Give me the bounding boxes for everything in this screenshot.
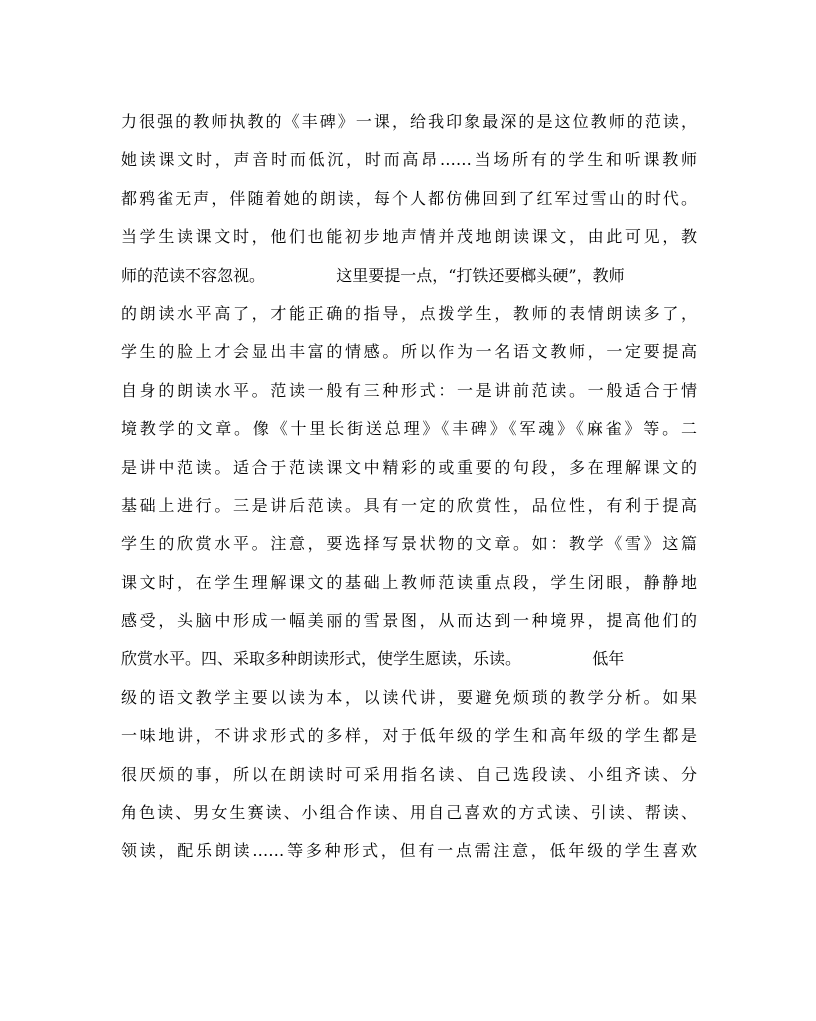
text-line-11: 基础上进行。三是讲后范读。具有一定的欣赏性，品位性，有利于提高 [121, 495, 697, 515]
text-line-9: 境教学的文章。像《十里长街送总理》《丰碑》《军魂》《麻雀》等。二 [121, 419, 697, 439]
text-line-17: 一味地讲，不讲求形式的多样，对于低年级的学生和高年级的学生都是 [121, 726, 697, 746]
text-line-15: 欣赏水平。四、采取多种朗读形式，使学生愿读，乐读。 低年 [121, 649, 625, 669]
text-line-6: 的朗读水平高了，才能正确的指导，点拨学生，教师的表情朗读多了， [121, 303, 697, 323]
text-line-20: 领读，配乐朗读……等多种形式，但有一点需注意，低年级的学生喜欢 [121, 841, 697, 861]
text-line-10: 是讲中范读。适合于范读课文中精彩的或重要的句段，多在理解课文的 [121, 457, 697, 477]
text-line-3: 都鸦雀无声，伴随着她的朗读，每个人都仿佛回到了红军过雪山的时代。 [121, 188, 697, 208]
text-line-14: 感受，头脑中形成一幅美丽的雪景图，从而达到一种境界，提高他们的 [121, 611, 697, 631]
text-line-12: 学生的欣赏水平。注意，要选择写景状物的文章。如：教学《雪》这篇 [121, 534, 697, 554]
body-text [121, 103, 697, 871]
text-line-4: 当学生读课文时，他们也能初步地声情并茂地朗读课文，由此可见，教 [121, 227, 697, 247]
text-line-1: 力很强的教师执教的《丰碑》一课，给我印象最深的是这位教师的范读， [121, 112, 697, 131]
text-line-18: 很厌烦的事，所以在朗读时可采用指名读、自己选段读、小组齐读、分 [121, 764, 697, 784]
text-line-16: 级的语文教学主要以读为本，以读代讲，要避免烦琐的教学分析。如果 [121, 687, 697, 707]
text-line-19: 角色读、男女生赛读、小组合作读、用自己喜欢的方式读、引读、帮读、 [121, 803, 697, 823]
text-line-2: 她读课文时，声音时而低沉，时而高昂……当场所有的学生和听课教师 [121, 150, 697, 170]
text-line-13: 课文时，在学生理解课文的基础上教师范读重点段，学生闭眼，静静地 [121, 572, 697, 592]
text-line-7: 学生的脸上才会显出丰富的情感。所以作为一名语文教师，一定要提高 [121, 342, 697, 362]
text-line-5: 师的范读不容忽视。 这里要提一点，“打铁还要榔头硬”，教师 [121, 265, 625, 285]
text-line-8: 自身的朗读水平。范读一般有三种形式：一是讲前范读。一般适合于情 [121, 380, 697, 400]
